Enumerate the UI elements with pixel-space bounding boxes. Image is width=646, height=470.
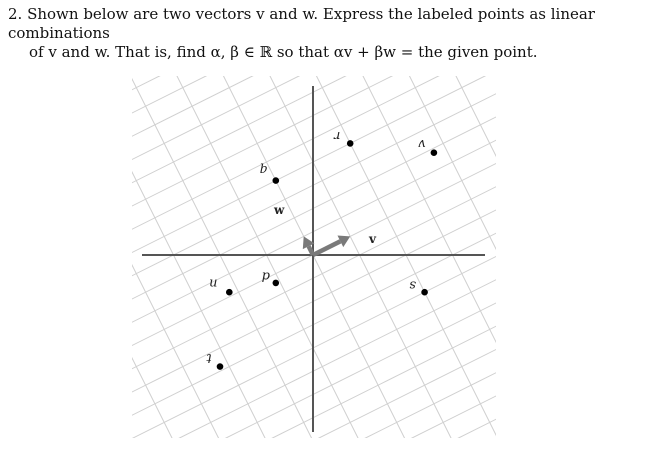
grid-line-v-direction: [0, 50, 646, 470]
point-v-dot: [431, 149, 438, 156]
point-q-dot: [273, 177, 280, 184]
grid-line-w-direction: [0, 69, 127, 470]
grid-line-v-direction: [0, 125, 646, 470]
coordinate-axes: [142, 86, 485, 432]
grid-line-w-direction: [276, 0, 646, 470]
point-v-label: v: [418, 136, 426, 152]
point-r-dot: [347, 140, 354, 147]
point-s-label: s: [409, 277, 416, 293]
problem-line-1: 2. Shown below are two vectors v and w. Express the labeled points as linear combinations: [8, 5, 595, 42]
point-t-dot: [217, 363, 224, 370]
grid-line-w-direction: [0, 0, 276, 470]
point-u-label: u: [209, 275, 218, 291]
grid-line-w-direction: [462, 0, 646, 460]
point-q-label: q: [259, 162, 268, 178]
grid-line-v-direction: [0, 143, 646, 470]
vector-w-label: w: [274, 203, 285, 217]
grid-line-v-direction: [0, 13, 646, 470]
grid-line-w-direction: [350, 0, 646, 470]
grid-line-w-direction: [0, 13, 239, 470]
grid-line-w-direction: [499, 0, 646, 441]
grid-line-w-direction: [387, 0, 646, 470]
point-p-dot: [273, 280, 280, 287]
grid-line-v-direction: [0, 162, 646, 470]
point-t-label: t: [206, 350, 212, 366]
grid-line-w-direction: [313, 0, 646, 470]
vector-v-shaft: [313, 241, 340, 255]
point-u-dot: [226, 289, 233, 296]
grid-line-v-direction: [0, 181, 646, 470]
grid-line-w-direction: [536, 0, 646, 422]
problem-line-2: of v and w. That is, find α, β ∈ ℝ so that αv + βw = the given point.: [29, 43, 538, 61]
grid-line-w-direction: [0, 50, 164, 470]
grid-line-w-direction: [0, 0, 313, 470]
grid-line-w-direction: [239, 0, 611, 470]
point-r-label: r: [334, 127, 341, 143]
grid-line-w-direction: [90, 0, 462, 470]
vector-v-label: v: [369, 232, 376, 246]
grid-line-v-direction: [0, 69, 646, 470]
grid-line-w-direction: [573, 0, 646, 404]
grid-line-w-direction: [15, 0, 387, 470]
grid-line-v-direction: [0, 106, 646, 470]
grid-line-v-direction: [0, 199, 646, 470]
point-s-dot: [421, 289, 428, 296]
point-p-label: p: [261, 268, 270, 284]
grid-line-w-direction: [0, 106, 53, 470]
grid-line-w-direction: [0, 88, 90, 470]
grid-line-w-direction: [425, 0, 646, 470]
basis-vectors: [273, 203, 377, 255]
